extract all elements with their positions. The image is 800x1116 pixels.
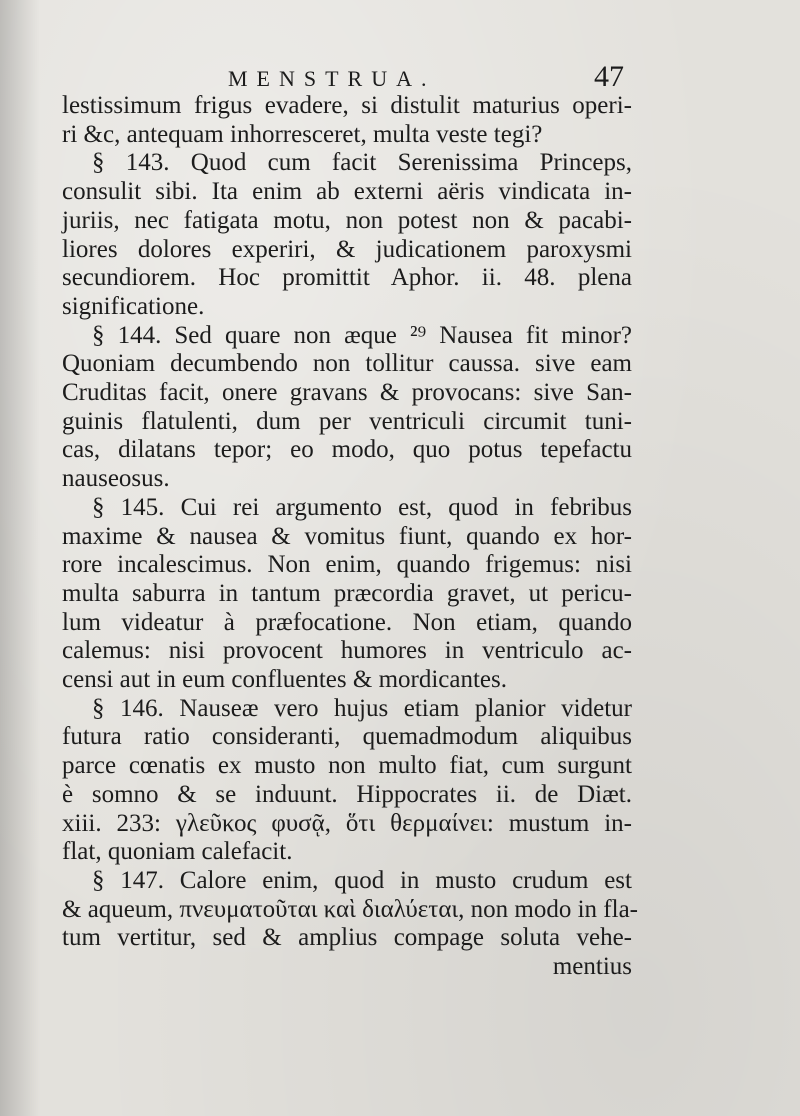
text-line: maxime & nausea & vomitus fiunt, quando ex hor- <box>62 522 632 550</box>
text-line: Cruditas facit, onere gravans & provocans: sive San- <box>62 379 632 407</box>
text-line: parce cœnatis ex musto non multo fiat, cum surgunt <box>62 752 632 780</box>
text-line: secundiorem. Hoc promittit Aphor. ii. 48. plena <box>62 264 632 292</box>
text-line: calemus: nisi provocent humores in ventriculo ac- <box>62 637 632 665</box>
text-line: § 147. Calore enim, quod in musto crudum est <box>92 866 632 894</box>
text-line: guinis flatulenti, dum per ventriculi circumit tuni- <box>62 407 632 435</box>
gutter-shadow <box>0 0 40 1116</box>
text-line: nauseosus. <box>62 465 170 493</box>
text-line: mentius <box>552 953 632 981</box>
text-line: consulit sibi. Ita enim ab externi aëris vindicata in- <box>62 178 632 206</box>
text-line: lestissimum frigus evadere, si distulit maturius operi- <box>62 92 632 119</box>
running-head: MENSTRUA. <box>228 66 436 91</box>
text-line: flat, quoniam calefacit. <box>62 838 293 866</box>
text-line: significatione. <box>62 292 205 320</box>
text-line: tum vertitur, sed & amplius compage soluta vehe- <box>62 924 632 952</box>
text-line: ri &c, antequam inhorresceret, multa veste tegi? <box>62 120 543 148</box>
text-line: § 143. Quod cum facit Serenissima Princeps, <box>92 149 632 177</box>
text-line: Quoniam decumbendo non tollitur caussa. sive eam <box>62 350 632 378</box>
text-line: xiii. 233: γλεῦκος φυσᾷ, ὅτι θερμαίνει: mustum in- <box>62 809 632 837</box>
text-line: liores dolores experiri, & judicationem paroxysmi <box>62 235 632 263</box>
text-line: cas, dilatans tepor; eo modo, quo potus tepefactu <box>62 436 632 464</box>
text-line: è somno & se induunt. Hippocrates ii. de Diæt. <box>62 780 632 808</box>
text-line: lum videatur à præfocatione. Non etiam, quando <box>62 608 632 636</box>
text-line: juriis, nec fatigata motu, non potest non & pacabi- <box>62 206 632 234</box>
text-line: censi aut in eum confluentes & mordicantes. <box>62 666 508 694</box>
text-line: § 145. Cui rei argumento est, quod in febribus <box>92 493 632 521</box>
page-number: 47 <box>594 60 624 93</box>
text-line: & aqueum, πνευματοῦται καὶ διαλύεται, non modo in fla- <box>62 895 638 923</box>
text-line: multa saburra in tantum præcordia gravet, ut pericu- <box>62 579 632 607</box>
text-line: rore incalescimus. Non enim, quando frigemus: nisi <box>62 551 632 579</box>
text-line: futura ratio consideranti, quemadmodum aliquibus <box>62 723 632 751</box>
text-line: § 146. Nauseæ vero hujus etiam planior videtur <box>92 694 632 722</box>
text-line: § 144. Sed quare non æque ²⁹ Nausea fit minor? <box>92 321 632 349</box>
body-text <box>62 92 638 982</box>
